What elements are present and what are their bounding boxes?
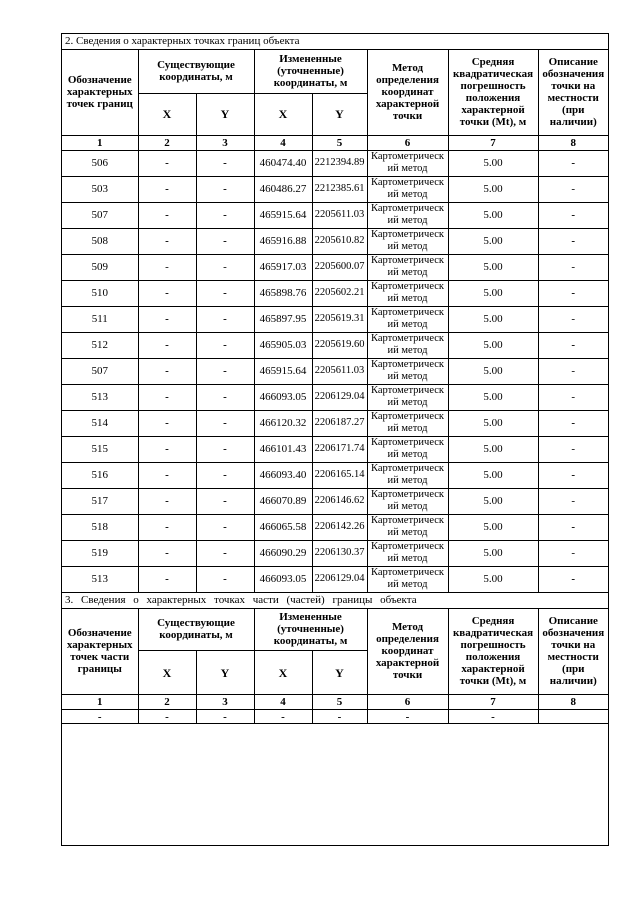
- description-value: -: [538, 358, 608, 384]
- accuracy-value: 5.00: [448, 176, 538, 202]
- existing-y-value: -: [196, 306, 254, 332]
- point-number: 506: [62, 150, 138, 176]
- changed-x-value: 465915.64: [254, 358, 312, 384]
- table-row: [62, 514, 608, 540]
- empty-cell: -: [448, 710, 538, 724]
- header-existing-y: Y: [196, 651, 254, 695]
- point-number: 513: [62, 566, 138, 592]
- table-row: [62, 280, 608, 306]
- accuracy-value: 5.00: [448, 280, 538, 306]
- changed-y-value: 2205610.82: [312, 228, 367, 254]
- table-row: [62, 176, 608, 202]
- existing-x-value: -: [138, 514, 196, 540]
- description-value: -: [538, 566, 608, 592]
- header-changed-y: Y: [312, 651, 367, 695]
- point-number: 503: [62, 176, 138, 202]
- accuracy-value: 5.00: [448, 566, 538, 592]
- method-value: Картометрический метод: [367, 176, 448, 202]
- changed-y-value: 2206130.37: [312, 540, 367, 566]
- changed-x-value: 466093.05: [254, 566, 312, 592]
- changed-y-value: 2206142.26: [312, 514, 367, 540]
- method-value: Картометрический метод: [367, 332, 448, 358]
- changed-y-value: 2205600.07: [312, 254, 367, 280]
- method-value: Картометрический метод: [367, 514, 448, 540]
- empty-cell: -: [196, 710, 254, 724]
- accuracy-value: 5.00: [448, 488, 538, 514]
- table-row: [62, 228, 608, 254]
- method-value: Картометрический метод: [367, 306, 448, 332]
- existing-y-value: -: [196, 384, 254, 410]
- changed-x-value: 465917.03: [254, 254, 312, 280]
- header-accuracy: Средняя квадратическая погрешность положения характерной точки (Mt), м: [448, 50, 538, 135]
- header-changed-x: X: [254, 651, 312, 695]
- existing-x-value: -: [138, 332, 196, 358]
- table-row: [62, 436, 608, 462]
- table-row: [62, 254, 608, 280]
- existing-y-value: -: [196, 566, 254, 592]
- table-row: [62, 566, 608, 592]
- changed-y-value: 2206129.04: [312, 384, 367, 410]
- method-value: Картометрический метод: [367, 462, 448, 488]
- column-number: 2: [138, 135, 196, 150]
- empty-cell: -: [312, 710, 367, 724]
- header-existing-x: X: [138, 93, 196, 135]
- header-changed-coords: Измененные (уточненные) координаты, м: [254, 50, 367, 93]
- changed-y-value: 2206165.14: [312, 462, 367, 488]
- existing-x-value: -: [138, 150, 196, 176]
- changed-x-value: 466101.43: [254, 436, 312, 462]
- accuracy-value: 5.00: [448, 228, 538, 254]
- column-number: 8: [538, 695, 608, 710]
- empty-cell: -: [254, 710, 312, 724]
- accuracy-value: 5.00: [448, 306, 538, 332]
- accuracy-value: 5.00: [448, 436, 538, 462]
- changed-x-value: 466090.29: [254, 540, 312, 566]
- existing-x-value: -: [138, 410, 196, 436]
- accuracy-value: 5.00: [448, 150, 538, 176]
- existing-x-value: -: [138, 280, 196, 306]
- changed-y-value: 2212394.89: [312, 150, 367, 176]
- changed-y-value: 2212385.61: [312, 176, 367, 202]
- table-row: [62, 410, 608, 436]
- table-row: [62, 306, 608, 332]
- existing-y-value: -: [196, 332, 254, 358]
- header-method: Метод определения координат характерной точки: [367, 609, 448, 695]
- changed-x-value: 466093.05: [254, 384, 312, 410]
- changed-y-value: 2205611.03: [312, 202, 367, 228]
- existing-y-value: -: [196, 514, 254, 540]
- description-value: -: [538, 228, 608, 254]
- accuracy-value: 5.00: [448, 540, 538, 566]
- changed-x-value: 465898.76: [254, 280, 312, 306]
- changed-x-value: 466093.40: [254, 462, 312, 488]
- description-value: -: [538, 540, 608, 566]
- existing-x-value: -: [138, 462, 196, 488]
- accuracy-value: 5.00: [448, 202, 538, 228]
- section-2-title: 2. Сведения о характерных точках границ объекта: [62, 34, 608, 50]
- description-value: -: [538, 436, 608, 462]
- existing-x-value: -: [138, 384, 196, 410]
- description-value: -: [538, 176, 608, 202]
- changed-x-value: 460486.27: [254, 176, 312, 202]
- header-changed-y: Y: [312, 93, 367, 135]
- existing-y-value: -: [196, 358, 254, 384]
- method-value: Картометрический метод: [367, 540, 448, 566]
- existing-y-value: -: [196, 462, 254, 488]
- header-designation: Обозначение характерных точек границ: [62, 50, 138, 135]
- table-row: [62, 540, 608, 566]
- column-number: 5: [312, 695, 367, 710]
- boundary-points-table: [62, 50, 608, 593]
- method-value: Картометрический метод: [367, 566, 448, 592]
- description-value: -: [538, 280, 608, 306]
- changed-y-value: 2205611.03: [312, 358, 367, 384]
- header-designation: Обозначение характерных точек части границы: [62, 609, 138, 695]
- point-number: 517: [62, 488, 138, 514]
- empty-cell: [538, 710, 608, 724]
- description-value: -: [538, 514, 608, 540]
- empty-cell: -: [62, 710, 138, 724]
- point-number: 515: [62, 436, 138, 462]
- existing-x-value: -: [138, 566, 196, 592]
- column-number: 6: [367, 695, 448, 710]
- header-accuracy: Средняя квадратическая погрешность положения характерной точки (Mt), м: [448, 609, 538, 695]
- method-value: Картометрический метод: [367, 384, 448, 410]
- column-number: 8: [538, 135, 608, 150]
- method-value: Картометрический метод: [367, 410, 448, 436]
- point-number: 508: [62, 228, 138, 254]
- column-number: 6: [367, 135, 448, 150]
- accuracy-value: 5.00: [448, 332, 538, 358]
- column-number: 1: [62, 695, 138, 710]
- accuracy-value: 5.00: [448, 358, 538, 384]
- part-boundary-points-table: [62, 609, 608, 725]
- point-number: 518: [62, 514, 138, 540]
- table-row: [62, 384, 608, 410]
- existing-x-value: -: [138, 202, 196, 228]
- accuracy-value: 5.00: [448, 514, 538, 540]
- changed-x-value: 460474.40: [254, 150, 312, 176]
- existing-y-value: -: [196, 176, 254, 202]
- description-value: -: [538, 332, 608, 358]
- table-row: [62, 202, 608, 228]
- changed-x-value: 465915.64: [254, 202, 312, 228]
- method-value: Картометрический метод: [367, 150, 448, 176]
- changed-y-value: 2206129.04: [312, 566, 367, 592]
- table-row: [62, 462, 608, 488]
- point-number: 507: [62, 202, 138, 228]
- method-value: Картометрический метод: [367, 254, 448, 280]
- existing-y-value: -: [196, 254, 254, 280]
- existing-y-value: -: [196, 488, 254, 514]
- existing-y-value: -: [196, 540, 254, 566]
- changed-x-value: 465905.03: [254, 332, 312, 358]
- point-number: 512: [62, 332, 138, 358]
- changed-y-value: 2206146.62: [312, 488, 367, 514]
- header-changed-x: X: [254, 93, 312, 135]
- existing-y-value: -: [196, 150, 254, 176]
- table-row: [62, 150, 608, 176]
- description-value: -: [538, 150, 608, 176]
- method-value: Картометрический метод: [367, 436, 448, 462]
- description-value: -: [538, 410, 608, 436]
- header-existing-x: X: [138, 651, 196, 695]
- point-number: 511: [62, 306, 138, 332]
- accuracy-value: 5.00: [448, 254, 538, 280]
- empty-cell: -: [138, 710, 196, 724]
- changed-y-value: 2206187.27: [312, 410, 367, 436]
- existing-y-value: -: [196, 202, 254, 228]
- point-number: 510: [62, 280, 138, 306]
- method-value: Картометрический метод: [367, 202, 448, 228]
- method-value: Картометрический метод: [367, 280, 448, 306]
- existing-y-value: -: [196, 436, 254, 462]
- existing-x-value: -: [138, 306, 196, 332]
- changed-y-value: 2205602.21: [312, 280, 367, 306]
- description-value: -: [538, 254, 608, 280]
- point-number: 509: [62, 254, 138, 280]
- column-number: 3: [196, 135, 254, 150]
- description-value: -: [538, 306, 608, 332]
- existing-y-value: -: [196, 280, 254, 306]
- column-number: 4: [254, 695, 312, 710]
- changed-x-value: 465897.95: [254, 306, 312, 332]
- point-number: 507: [62, 358, 138, 384]
- header-description: Описание обозначения точки на местности (при наличии): [538, 609, 608, 695]
- existing-x-value: -: [138, 436, 196, 462]
- table-row: [62, 358, 608, 384]
- accuracy-value: 5.00: [448, 384, 538, 410]
- column-number: 2: [138, 695, 196, 710]
- table-row: [62, 332, 608, 358]
- changed-x-value: 465916.88: [254, 228, 312, 254]
- column-number: 4: [254, 135, 312, 150]
- point-number: 514: [62, 410, 138, 436]
- existing-x-value: -: [138, 540, 196, 566]
- table-row: [62, 488, 608, 514]
- existing-x-value: -: [138, 228, 196, 254]
- existing-y-value: -: [196, 410, 254, 436]
- header-description: Описание обозначения точки на местности (при наличии): [538, 50, 608, 135]
- changed-x-value: 466120.32: [254, 410, 312, 436]
- existing-y-value: -: [196, 228, 254, 254]
- header-existing-coords: Существующие координаты, м: [138, 609, 254, 651]
- existing-x-value: -: [138, 176, 196, 202]
- existing-x-value: -: [138, 358, 196, 384]
- description-value: -: [538, 384, 608, 410]
- changed-x-value: 466065.58: [254, 514, 312, 540]
- header-existing-y: Y: [196, 93, 254, 135]
- method-value: Картометрический метод: [367, 488, 448, 514]
- description-value: -: [538, 488, 608, 514]
- method-value: Картометрический метод: [367, 358, 448, 384]
- column-number: 3: [196, 695, 254, 710]
- column-number: 7: [448, 135, 538, 150]
- existing-x-value: -: [138, 254, 196, 280]
- header-existing-coords: Существующие координаты, м: [138, 50, 254, 93]
- column-number: 5: [312, 135, 367, 150]
- point-number: 519: [62, 540, 138, 566]
- accuracy-value: 5.00: [448, 410, 538, 436]
- section-3-title: 3. Сведения о характерных точках части (частей) границы объекта: [62, 593, 608, 609]
- changed-y-value: 2205619.31: [312, 306, 367, 332]
- changed-y-value: 2205619.60: [312, 332, 367, 358]
- existing-x-value: -: [138, 488, 196, 514]
- point-number: 516: [62, 462, 138, 488]
- method-value: Картометрический метод: [367, 228, 448, 254]
- column-number: 1: [62, 135, 138, 150]
- header-changed-coords: Измененные (уточненные) координаты, м: [254, 609, 367, 651]
- changed-y-value: 2206171.74: [312, 436, 367, 462]
- document-frame: [61, 33, 609, 846]
- empty-cell: -: [367, 710, 448, 724]
- description-value: -: [538, 462, 608, 488]
- changed-x-value: 466070.89: [254, 488, 312, 514]
- description-value: -: [538, 202, 608, 228]
- column-number: 7: [448, 695, 538, 710]
- header-method: Метод определения координат характерной точки: [367, 50, 448, 135]
- point-number: 513: [62, 384, 138, 410]
- accuracy-value: 5.00: [448, 462, 538, 488]
